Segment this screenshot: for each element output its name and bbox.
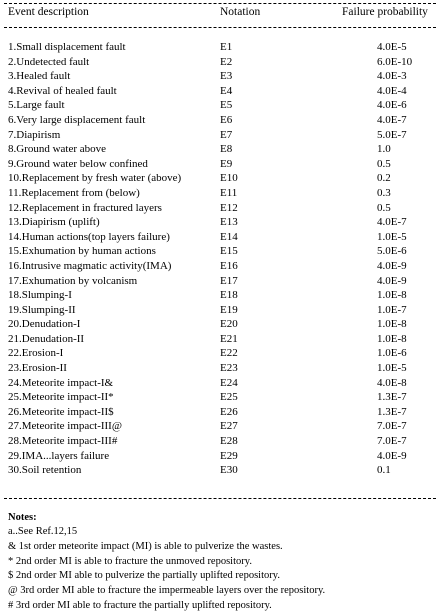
notation-cell: E4 (220, 84, 233, 97)
notation-cell: E7 (220, 128, 233, 141)
table-row (0, 419, 440, 434)
header-dashed-rule (4, 27, 436, 28)
table-row (0, 405, 440, 420)
failure-probability-cell: 1.3E-7 (377, 391, 407, 404)
failure-probability-cell: 5.0E-7 (377, 128, 407, 141)
notation-cell: E14 (220, 230, 238, 243)
notation-cell: E27 (220, 420, 238, 433)
notation-cell: E24 (220, 376, 238, 389)
table-row (0, 157, 440, 172)
table-row (0, 274, 440, 289)
note-item: @ 3rd order MI able to fracture the impermeable layers over the repository. (8, 585, 326, 597)
event-description-cell: 8.Ground water above (8, 143, 107, 156)
event-description-cell: 13.Diapirism (uplift) (8, 216, 100, 229)
failure-probability-cell: 4.0E-6 (377, 99, 407, 112)
failure-probability-cell: 4.0E-7 (377, 113, 407, 126)
failure-probability-cell: 4.0E-3 (377, 70, 407, 83)
table-row (0, 55, 440, 70)
table-row (0, 449, 440, 464)
event-description-cell: 30.Soil retention (8, 464, 82, 477)
notation-cell: E5 (220, 99, 233, 112)
notation-cell: E16 (220, 259, 238, 272)
event-description-cell: 24.Meteorite impact-I& (8, 376, 114, 389)
failure-probability-cell: 1.0E-7 (377, 303, 407, 316)
table-row (0, 244, 440, 259)
failure-probability-cell: 0.2 (377, 172, 391, 185)
notation-cell: E1 (220, 41, 233, 53)
event-description-cell: 18.Slumping-I (8, 289, 72, 302)
notation-cell: E26 (220, 405, 238, 418)
event-description-cell: 6.Very large displacement fault (8, 113, 146, 126)
failure-probability-cell: 1.0E-6 (377, 347, 407, 360)
failure-probability-cell: 4.0E-7 (377, 216, 407, 229)
notation-cell: E30 (220, 464, 238, 477)
event-description-cell: 12.Replacement in fractured layers (8, 201, 162, 214)
failure-probability-cell: 1.0E-8 (377, 289, 407, 302)
event-description-cell: 26.Meteorite impact-II$ (8, 405, 114, 418)
event-description-cell: 21.Denudation-II (8, 332, 85, 345)
table-row (0, 171, 440, 186)
event-description-cell: 25.Meteorite impact-II* (8, 391, 114, 404)
event-description-cell: 28.Meteorite impact-III# (8, 435, 118, 448)
notation-cell: E13 (220, 216, 238, 229)
table-row (0, 113, 440, 128)
table-row (0, 215, 440, 230)
failure-probability-cell: 0.3 (377, 186, 391, 199)
event-description-cell: 10.Replacement by fresh water (above) (8, 172, 182, 185)
failure-probability-cell: 1.0 (377, 143, 391, 156)
failure-probability-cell: 4.0E-5 (377, 41, 407, 53)
event-description-cell: 22.Erosion-I (8, 347, 64, 360)
failure-probability-cell: 0.5 (377, 157, 391, 170)
table-row (0, 128, 440, 143)
notes-list (8, 525, 434, 614)
notation-cell: E10 (220, 172, 238, 185)
notation-cell: E3 (220, 70, 233, 83)
table-row (0, 317, 440, 332)
note-item: * 2nd order MI is able to fracture the unmoved repository. (8, 555, 252, 567)
note-item: $ 2nd order MI able to pulverize the partially uplifted repository. (8, 570, 280, 582)
table-row (0, 40, 440, 55)
notation-cell: E28 (220, 435, 238, 448)
event-description-cell: 14.Human actions(top layers failure) (8, 230, 170, 243)
table-row (0, 186, 440, 201)
failure-probability-cell: 4.0E-9 (377, 274, 407, 287)
table-row (0, 84, 440, 99)
failure-probability-cell: 5.0E-6 (377, 245, 407, 258)
note-item: & 1st order meteorite impact (MI) is able to pulverize the wastes. (8, 540, 283, 552)
notation-cell: E21 (220, 332, 238, 345)
header-failure-probability: Failure probability (342, 6, 428, 18)
table-row (0, 376, 440, 391)
notes-title: Notes: (8, 512, 37, 523)
event-description-cell: 16.Intrusive magmatic activity(IMA) (8, 259, 172, 272)
event-description-cell: 9.Ground water below confined (8, 157, 148, 170)
top-dashed-rule (4, 3, 436, 4)
table-row (0, 463, 440, 478)
notation-cell: E6 (220, 113, 233, 126)
table-row (0, 288, 440, 303)
notation-cell: E9 (220, 157, 233, 170)
failure-probability-cell: 1.0E-5 (377, 362, 407, 375)
failure-probability-cell: 1.0E-5 (377, 230, 407, 243)
notation-cell: E15 (220, 245, 238, 258)
header-notation: Notation (220, 6, 261, 18)
event-description-cell: 27.Meteorite impact-III@ (8, 420, 122, 433)
table-row (0, 259, 440, 274)
notation-cell: E20 (220, 318, 238, 331)
event-description-cell: 29.IMA...layers failure (8, 449, 110, 462)
notation-cell: E18 (220, 289, 238, 302)
notation-cell: E17 (220, 274, 238, 287)
failure-probability-cell: 4.0E-9 (377, 449, 407, 462)
table-row (0, 201, 440, 216)
failure-probability-cell: 7.0E-7 (377, 435, 407, 448)
event-description-cell: 17.Exhumation by volcanism (8, 274, 138, 287)
table-row (0, 230, 440, 245)
table-row (0, 346, 440, 361)
failure-probability-cell: 7.0E-7 (377, 420, 407, 433)
failure-probability-cell: 6.0E-10 (377, 55, 413, 68)
event-description-cell: 4.Revival of healed fault (8, 84, 117, 97)
failure-probability-cell: 4.0E-8 (377, 376, 407, 389)
notation-cell: E8 (220, 143, 233, 156)
notation-cell: E19 (220, 303, 238, 316)
event-description-cell: 5.Large fault (8, 99, 65, 112)
notation-cell: E22 (220, 347, 238, 360)
bottom-dashed-rule (4, 498, 436, 499)
event-description-cell: 20.Denudation-I (8, 318, 81, 331)
notation-cell: E25 (220, 391, 238, 404)
event-description-cell: 3.Healed fault (8, 70, 71, 83)
event-description-cell: 1.Small displacement fault (8, 41, 126, 53)
failure-probability-cell: 4.0E-4 (377, 84, 407, 97)
table-row (0, 69, 440, 84)
event-description-cell: 23.Erosion-II (8, 362, 67, 375)
table-row (0, 98, 440, 113)
notation-cell: E11 (220, 186, 238, 199)
table-row (0, 361, 440, 376)
failure-probability-cell: 1.0E-8 (377, 318, 407, 331)
table-row (0, 332, 440, 347)
failure-probability-cell: 1.0E-8 (377, 332, 407, 345)
table-body (0, 40, 440, 478)
notation-cell: E23 (220, 362, 238, 375)
note-item: # 3rd order MI able to fracture the partially uplifted repository. (8, 599, 272, 611)
notation-cell: E12 (220, 201, 238, 214)
table-row (0, 303, 440, 318)
table-row (0, 142, 440, 157)
failure-probability-cell: 0.1 (377, 464, 391, 477)
failure-probability-cell: 4.0E-9 (377, 259, 407, 272)
notation-cell: E29 (220, 449, 238, 462)
notes-section (8, 511, 434, 614)
table-row (0, 390, 440, 405)
notation-cell: E2 (220, 55, 233, 68)
event-description-cell: 19.Slumping-II (8, 303, 76, 316)
failure-probability-cell: 1.3E-7 (377, 405, 407, 418)
event-description-cell: 15.Exhumation by human actions (8, 245, 156, 258)
event-description-cell: 7.Diapirism (8, 128, 61, 141)
event-description-cell: 2.Undetected fault (8, 55, 90, 68)
note-item: a..See Ref.12,15 (8, 526, 78, 537)
header-event-description: Event description (8, 6, 89, 18)
event-description-cell: 11.Replacement from (below) (8, 186, 140, 199)
table-row (0, 434, 440, 449)
failure-probability-cell: 0.5 (377, 201, 391, 214)
